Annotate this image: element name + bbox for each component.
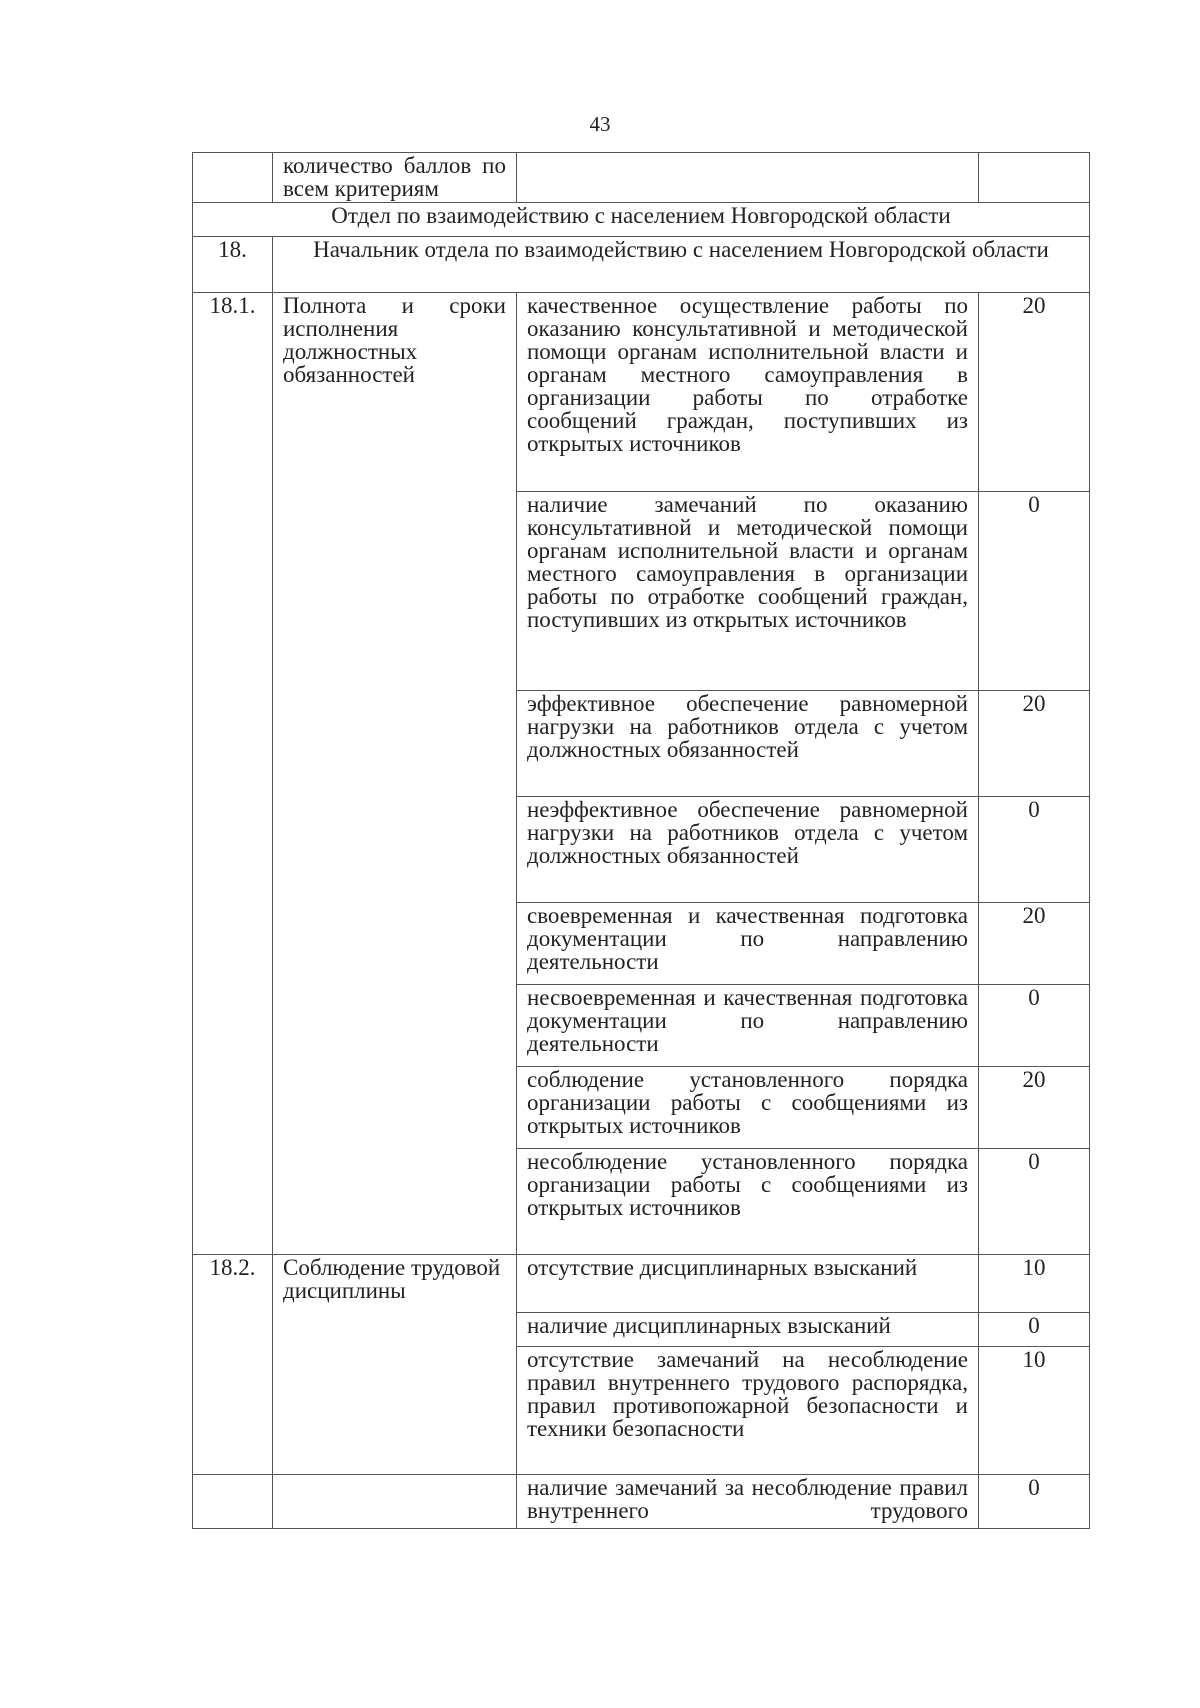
indicator-score: 0 — [979, 797, 1090, 903]
indicator-score: 20 — [979, 293, 1090, 492]
indicator-description: неэффективное обеспечение равномерной нагрузки на работников отдела с учетом должностных обязанностей — [517, 797, 979, 903]
total-score-value — [979, 153, 1090, 203]
indicator-description: качественное осуществление работы по оказанию консультативной и методической помощи органам исполнительной власти и органам местного самоуправления в организации работы по отработке сообщений граждан, поступивших из открытых источников — [517, 293, 979, 492]
indicator-description: наличие дисциплинарных взысканий — [517, 1313, 979, 1347]
indicator-description: несвоевременная и качественная подготовка документации по направлению деятельности — [517, 985, 979, 1067]
indicator-score: 0 — [979, 1313, 1090, 1347]
position-number: 18. — [193, 237, 273, 293]
empty-number-cell — [193, 1475, 273, 1529]
indicator-score: 0 — [979, 1475, 1090, 1529]
indicator-score: 20 — [979, 1067, 1090, 1149]
position-title: Начальник отдела по взаимодействию с населением Новгородской области — [273, 237, 1090, 293]
indicator-description: отсутствие замечаний на несоблюдение правил внутреннего трудового распорядка, правил противопожарной безопасности и техники безопасности — [517, 1347, 979, 1475]
evaluation-table — [192, 152, 1090, 1529]
criterion-name: Соблюдение трудовой дисциплины — [273, 1255, 517, 1475]
indicator-score: 20 — [979, 903, 1090, 985]
indicator-description: наличие замечаний по оказанию консультативной и методической помощи органам исполнительной власти и органам местного самоуправления в организации работы по отработке сообщений граждан, поступивших из открытых источников — [517, 492, 979, 691]
indicator-score: 0 — [979, 492, 1090, 691]
indicator-description: эффективное обеспечение равномерной нагрузки на работников отдела с учетом должностных обязанностей — [517, 691, 979, 797]
indicator-score: 0 — [979, 1149, 1090, 1255]
indicator-description: наличие замечаний за несоблюдение правил внутреннего трудового — [517, 1475, 979, 1529]
criterion-number: 18.1. — [193, 293, 273, 1255]
indicator-score: 0 — [979, 985, 1090, 1067]
total-score-description — [517, 153, 979, 203]
section-title-row — [193, 203, 1090, 237]
page-number: 43 — [589, 112, 611, 136]
indicator-description: своевременная и качественная подготовка документации по направлению деятельности — [517, 903, 979, 985]
total-score-row — [193, 153, 1090, 203]
indicator-description: отсутствие дисциплинарных взысканий — [517, 1255, 979, 1313]
criterion-name: Полнота и сроки исполнения должностных обязанностей — [273, 293, 517, 1255]
criterion-number: 18.2. — [193, 1255, 273, 1475]
empty-criterion-cell — [273, 1475, 517, 1529]
indicator-score: 10 — [979, 1347, 1090, 1475]
table-row — [193, 1255, 1090, 1313]
position-row — [193, 237, 1090, 293]
table-row — [193, 293, 1090, 492]
section-title: Отдел по взаимодействию с населением Новгородской области — [193, 203, 1090, 237]
empty-number-cell — [193, 153, 273, 203]
total-score-label: количество баллов по всем критериям — [273, 153, 517, 203]
table-row — [193, 1475, 1090, 1529]
indicator-score: 10 — [979, 1255, 1090, 1313]
indicator-description: несоблюдение установленного порядка организации работы с сообщениями из открытых источников — [517, 1149, 979, 1255]
indicator-description: соблюдение установленного порядка организации работы с сообщениями из открытых источников — [517, 1067, 979, 1149]
indicator-score: 20 — [979, 691, 1090, 797]
